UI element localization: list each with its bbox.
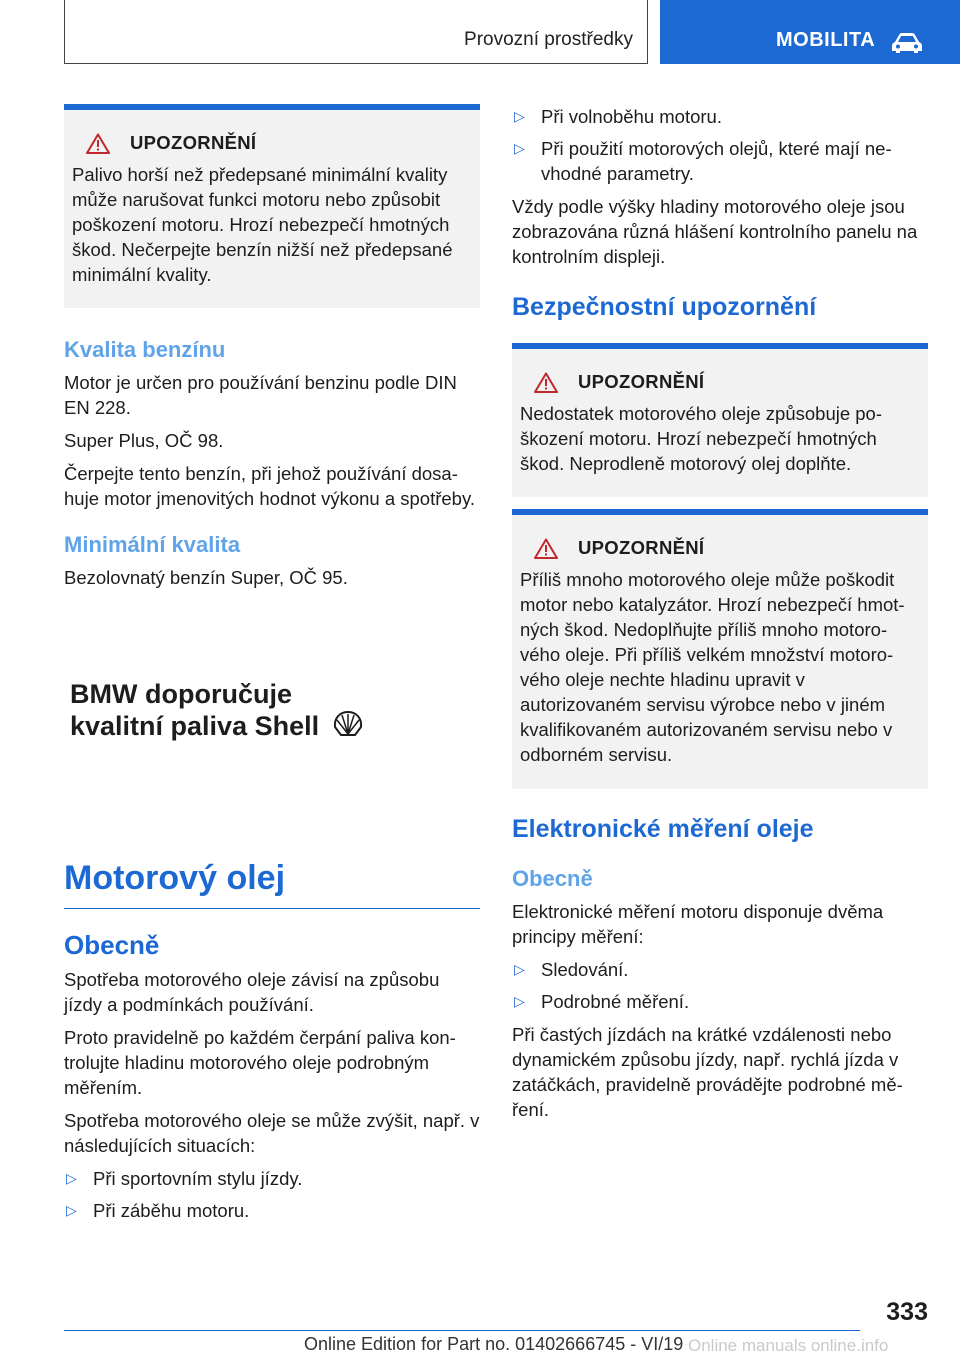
warning-box-fuel	[64, 104, 480, 308]
paragraph: Čerpejte tento benzín, při jehož používání dosahuje motor jmenovitých hodnot výkonu a spotřeby.	[64, 463, 475, 509]
bullet-list	[512, 957, 928, 1014]
list-item: ▷ Sledování.	[514, 959, 629, 980]
heading-electronic-measurement: Elektronické měření oleje	[512, 815, 814, 843]
header-chapter-label: MOBILITA	[776, 29, 876, 51]
warning-box-oil-excess	[512, 509, 928, 789]
warning-box-oil-shortage	[512, 343, 928, 497]
triangle-bullet-icon: ▷	[66, 1170, 77, 1186]
heading-motor-oil-block	[64, 856, 480, 909]
warning-text: Příliš mnoho motorového oleje může poškodit motor nebo katalyzátor. Hrozí nebezpečí hmotných škod. Nedoplňujte příliš mnoho motorového oleje. Při příliš velkém množství motorového oleje nechte hladinu upravit v autorizovaném servisu výrobce nebo v jiném kvalifikovaném autorizovaném servisu nebo v odborném servisu.	[520, 569, 905, 765]
list-item: ▷ Podrobné měření.	[514, 991, 690, 1012]
paragraph: Při častých jízdách na krátké vzdálenosti nebo dynamickém způsobu jízdy, např. rychlá jízda v zatáčkách, pravidelně provádějte podrobné měření.	[512, 1024, 903, 1120]
footer-watermark: Online manuals online.info	[688, 1336, 889, 1355]
header-section-tab	[64, 0, 648, 64]
list-item: ▷ Při volnoběhu motoru.	[514, 106, 722, 127]
list-item: ▷ Při sportovním stylu jízdy.	[66, 1168, 303, 1189]
triangle-bullet-icon: ▷	[514, 961, 525, 977]
shell-logo-icon	[333, 710, 363, 738]
right-column	[512, 104, 928, 1130]
heading-min-quality: Minimální kvalita	[64, 532, 241, 557]
paragraph: Super Plus, OČ 98.	[64, 430, 224, 451]
list-item: ▷ Při záběhu motoru.	[66, 1200, 250, 1221]
paragraph: Bezolovnatý benzín Super, OČ 95.	[64, 567, 348, 588]
list-item: ▷ Při použití motorových olejů, které mají nevhodné parametry.	[514, 138, 892, 184]
bullet-list	[512, 104, 928, 186]
heading-general: Obecně	[512, 866, 593, 891]
paragraph: Vždy podle výšky hladiny motorového oleje jsou zobrazována různá hlášení kontrolního panelu na kontrolním displeji.	[512, 196, 918, 267]
warning-triangle-icon	[86, 133, 110, 154]
header-chapter-badge	[660, 0, 960, 64]
heading-general: Obecně	[64, 930, 160, 960]
bullet-list	[64, 1166, 480, 1223]
warning-text: Palivo horší než předepsané minimální kvality může narušovat funkci motoru nebo způsobit poškození motoru. Hrozí nebezpečí hmotných škod. Nečerpejte benzín nižší než předepsané minimální kvality.	[72, 164, 453, 285]
triangle-bullet-icon: ▷	[514, 140, 525, 156]
left-column	[64, 104, 480, 1231]
warning-title: UPOZORNĚNÍ	[86, 132, 472, 154]
heading-safety: Bezpečnostní upozornění	[512, 293, 817, 321]
footer-divider	[64, 1330, 860, 1331]
paragraph: Spotřeba motorového oleje závisí na způsobu jízdy a podmínkách používání.	[64, 969, 440, 1015]
heading-motor-oil: Motorový olej	[64, 859, 286, 897]
warning-title: UPOZORNĚNÍ	[534, 537, 920, 559]
paragraph: Spotřeba motorového oleje se může zvýšit, např. v následujících situacích:	[64, 1110, 480, 1156]
paragraph: Elektronické měření motoru disponuje dvěma principy měření:	[512, 901, 884, 947]
triangle-bullet-icon: ▷	[514, 993, 525, 1009]
page-number: 333	[886, 1298, 928, 1326]
paragraph: Motor je určen pro používání benzinu podle DIN EN 228.	[64, 372, 457, 418]
triangle-bullet-icon: ▷	[514, 108, 525, 124]
promo-line-2: kvalitní paliva Shell	[70, 710, 480, 742]
promo-line-1: BMW doporučuje	[70, 679, 292, 709]
heading-fuel-quality: Kvalita benzínu	[64, 337, 226, 362]
paragraph: Proto pravidelně po každém čerpání paliva kontrolujte hladinu motorového oleje podrobným měřením.	[64, 1027, 456, 1098]
car-icon	[891, 32, 923, 54]
warning-text: Nedostatek motorového oleje způsobuje poškození motoru. Hrozí nebezpečí hmotných škod. Neprodleně motorový olej doplňte.	[520, 403, 883, 474]
warning-title: UPOZORNĚNÍ	[534, 371, 920, 393]
footer-edition: Online Edition for Part no. 01402666745 - VI/19	[304, 1334, 684, 1354]
warning-triangle-icon	[534, 372, 558, 393]
warning-triangle-icon	[534, 538, 558, 559]
header-section-label: Provozní prostředky	[464, 29, 633, 50]
shell-promo	[64, 678, 480, 742]
triangle-bullet-icon: ▷	[66, 1202, 77, 1218]
